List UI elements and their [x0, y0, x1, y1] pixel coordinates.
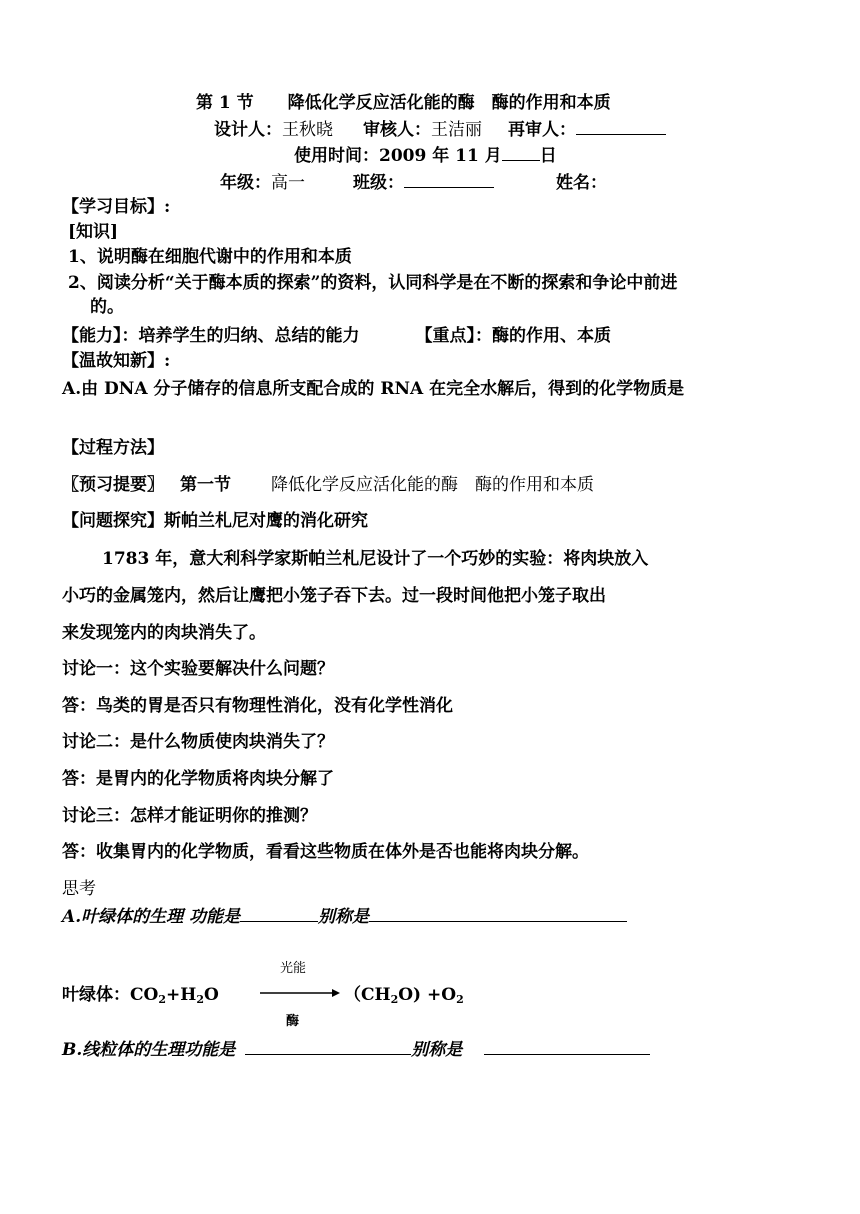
goal-item-2-cont: 的。: [90, 297, 124, 317]
story-line-1: [102, 548, 648, 570]
explore-title: 斯帕兰札尼对鹰的消化研究: [164, 511, 368, 531]
preview-line: [62, 474, 594, 496]
review-question-rna: RNA: [380, 379, 424, 399]
review-question-part1: 由: [81, 379, 105, 399]
think-question-b: [62, 1038, 650, 1061]
process-heading: 【过程方法】: [62, 438, 164, 458]
equation-condition-light: 光能: [280, 961, 307, 976]
discussion-1: 讨论一：这个实验要解决什么问题？: [62, 659, 334, 679]
goal-item-2: 2、阅读分析“关于酶本质的探索”的资料，认同科学是在不断的探索和争论中前进: [68, 273, 678, 293]
review-question-prefix: A.: [62, 379, 82, 399]
think-a-text1: 叶绿体的生理 功能是: [81, 907, 241, 927]
class-blank[interactable]: [404, 171, 494, 188]
name-label: 姓名：: [556, 173, 607, 193]
preview-title: 降低化学反应活化能的酶 酶的作用和本质: [271, 475, 594, 495]
think-a-text2: 别称是: [318, 907, 370, 927]
discussion-2: 讨论二：是什么物质使肉块消失了？: [62, 732, 334, 752]
ability-text: ：培养学生的归纳、总结的能力: [121, 326, 360, 346]
answer-2: 答：是胃内的化学物质将肉块分解了: [62, 769, 334, 789]
reaction-arrow-icon: [258, 986, 342, 1000]
equation-sub-d: 2: [456, 993, 464, 1006]
think-b-text1: 线粒体的生理功能是: [82, 1040, 236, 1060]
ability-label: 【能力】: [62, 326, 122, 346]
think-heading: 思考: [62, 879, 96, 899]
equation-prod-1: （CH: [344, 985, 391, 1005]
equation-sub-b: 2: [196, 993, 204, 1006]
equation-label: 叶绿体：: [62, 985, 130, 1005]
date-day-blank[interactable]: [502, 144, 540, 161]
grade-value: 高一: [271, 173, 305, 193]
focus-text: ：酶的作用、本质: [475, 326, 611, 346]
think-b-text2: 别称是: [411, 1040, 463, 1060]
student-info-line: [220, 171, 607, 194]
equation-sub-c: 2: [390, 993, 399, 1006]
date-day-suffix: 日: [539, 146, 557, 166]
story-line-3: 来发现笼内的肉块消失了。: [62, 623, 266, 643]
rereviewer-blank[interactable]: [576, 118, 666, 135]
ability-focus-line: [62, 325, 611, 347]
equation-sub-a: 2: [158, 993, 166, 1006]
staff-line: [214, 118, 666, 141]
equation-prod-2: O) +O: [398, 985, 457, 1005]
date-year: 2009: [379, 146, 427, 166]
date-label: 使用时间：: [294, 146, 379, 166]
date-month-suffix: 月: [478, 146, 502, 166]
answer-1: 答：鸟类的胃是否只有物理性消化，没有化学性消化: [62, 696, 453, 716]
rereviewer-label: 再审人：: [508, 120, 576, 140]
reviewer-name: 王洁丽: [431, 120, 482, 140]
focus-label: 【重点】: [415, 326, 475, 346]
knowledge-label: [知识]: [68, 222, 119, 242]
designer-name: 王秋晓: [282, 120, 333, 140]
equation-products: [344, 984, 464, 1011]
preview-section: 第一节: [180, 475, 231, 495]
lesson-title: 降低化学反应活化能的酶 酶的作用和本质: [287, 93, 611, 113]
equation-co: CO: [130, 985, 159, 1005]
think-a-prefix: A.: [62, 907, 82, 927]
mitochondria-alias-blank[interactable]: [484, 1038, 650, 1055]
date-month: 11: [455, 146, 479, 166]
equation-o: O: [203, 985, 219, 1005]
review-question-part3: 在完全水解后，得到的化学物质是: [423, 379, 685, 399]
preview-label: 〖预习提要〗: [62, 475, 164, 495]
section-number: 第 1 节: [196, 93, 254, 113]
goals-heading: 【学习目标】:: [62, 197, 171, 217]
mitochondria-function-blank[interactable]: [245, 1038, 411, 1055]
chloroplast-alias-blank[interactable]: [369, 905, 627, 922]
date-line: [294, 144, 557, 167]
equation-plus-h: +H: [166, 985, 197, 1005]
think-question-a: [62, 905, 627, 928]
story-year: 1783: [102, 549, 150, 569]
grade-label: 年级：: [220, 173, 271, 193]
designer-label: 设计人：: [214, 120, 282, 140]
class-label: 班级：: [353, 173, 404, 193]
explore-label: 【问题探究】: [62, 511, 164, 531]
review-heading: 【温故知新】:: [62, 351, 171, 371]
discussion-3: 讨论三：怎样才能证明你的推测？: [62, 806, 317, 826]
review-question: [62, 378, 684, 400]
story-text-1: 年，意大利科学家斯帕兰札尼设计了一个巧妙的实验：将肉块放入: [149, 549, 649, 569]
answer-3: 答：收集胃内的化学物质，看看这些物质在体外是否也能将肉块分解。: [62, 842, 589, 862]
section-title: [196, 92, 611, 114]
reviewer-label: 审核人：: [363, 120, 431, 140]
goal-item-1: 1、说明酶在细胞代谢中的作用和本质: [68, 247, 352, 267]
equation-condition-enzyme: 酶: [286, 1014, 300, 1029]
review-question-dna: DNA: [104, 379, 148, 399]
photosynthesis-equation: [62, 984, 219, 1011]
think-b-prefix: B.: [62, 1040, 83, 1060]
chloroplast-function-blank[interactable]: [240, 905, 318, 922]
review-question-part2: 分子储存的信息所支配合成的: [147, 379, 381, 399]
date-year-suffix: 年: [426, 146, 456, 166]
story-line-2: 小巧的金属笼内，然后让鹰把小笼子吞下去。过一段时间他把小笼子取出: [62, 586, 606, 606]
explore-line: [62, 510, 368, 532]
